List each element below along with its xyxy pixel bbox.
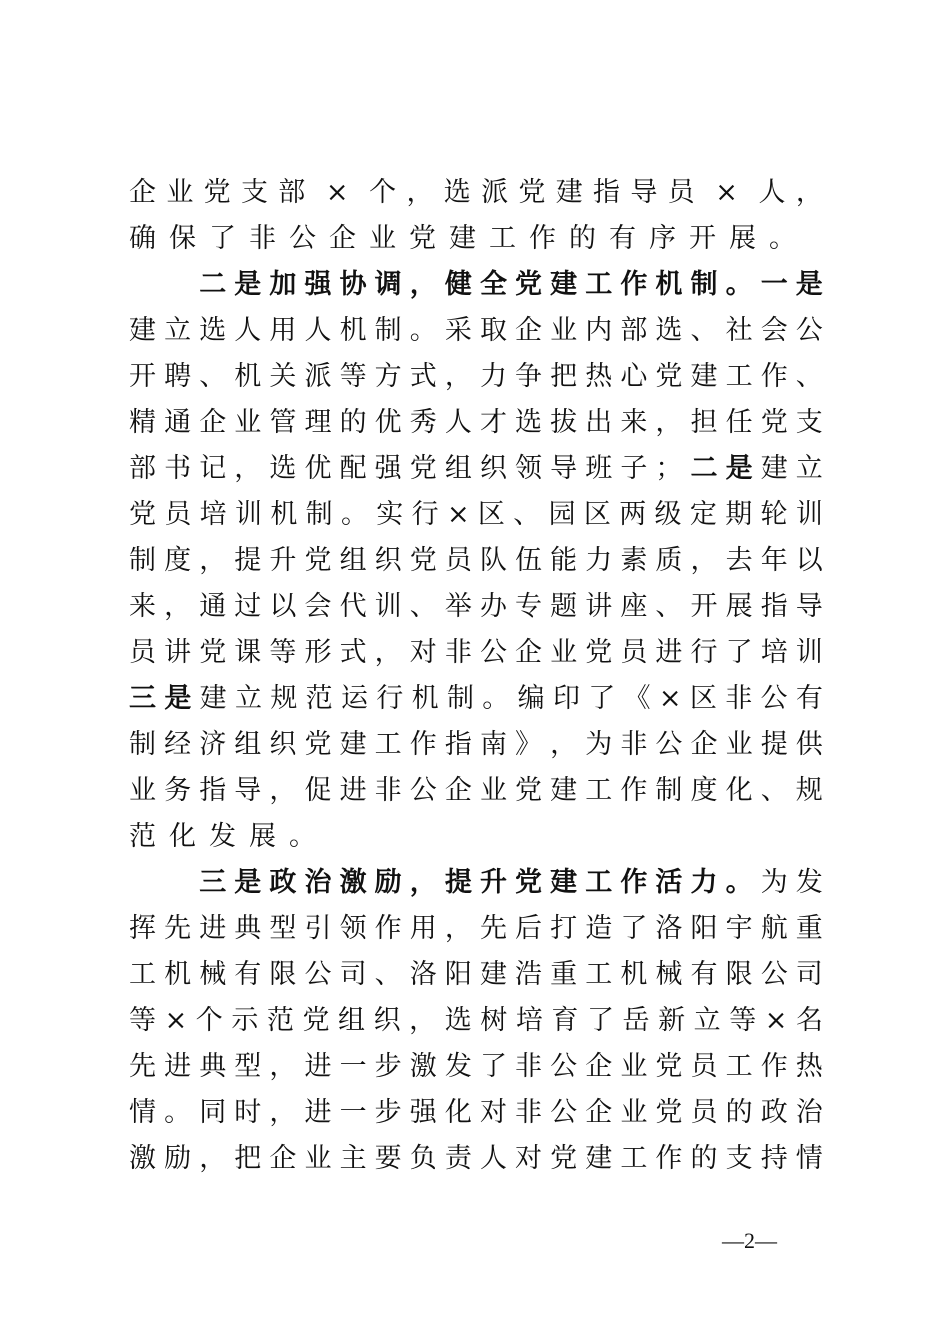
text-line: 二 是 加 强 协 调 ， 健 全 党 建 工 作 机 制 。 一 是 — [199, 269, 823, 300]
text-line: 业 务 指 导 ， 促 进 非 公 企 业 党 建 工 作 制 度 化 、 规 — [129, 775, 823, 806]
text-line: 情 。 同 时 ， 进 一 步 强 化 对 非 公 企 业 党 员 的 政 治 — [129, 1097, 823, 1128]
text-line: 三 是 建 立 规 范 运 行 机 制 。 编 印 了 《 × 区 非 公 有 — [129, 683, 823, 714]
text-line: 企 业 党 支 部 × 个 ， 选 派 党 建 指 导 员 × 人 ， — [129, 177, 823, 208]
text-line: 党 员 培 训 机 制 。 实 行 × 区 、 园 区 两 级 定 期 轮 训 — [129, 499, 823, 530]
page-number: —2— — [722, 1228, 777, 1253]
text-line: 范 化 发 展 。 — [129, 821, 316, 852]
text-line: 部 书 记 ， 选 优 配 强 党 组 织 领 导 班 子 ； 二 是 建 立 — [129, 453, 823, 484]
text-line: 等 × 个 示 范 党 组 织 ， 选 树 培 育 了 岳 新 立 等 × 名 — [129, 1005, 823, 1036]
text-line: 来 ， 通 过 以 会 代 训 、 举 办 专 题 讲 座 、 开 展 指 导 — [129, 591, 823, 622]
text-line: 工 机 械 有 限 公 司 、 洛 阳 建 浩 重 工 机 械 有 限 公 司 — [129, 959, 823, 990]
text-line: 激 励 ， 把 企 业 主 要 负 责 人 对 党 建 工 作 的 支 持 情 — [129, 1143, 823, 1174]
text-line: 开 聘 、 机 关 派 等 方 式 ， 力 争 把 热 心 党 建 工 作 、 — [129, 361, 823, 392]
text-line: 建 立 选 人 用 人 机 制 。 采 取 企 业 内 部 选 、 社 会 公 — [129, 315, 823, 346]
text-line: 确 保 了 非 公 企 业 党 建 工 作 的 有 序 开 展 。 — [129, 223, 796, 254]
text-line: 制 度 ， 提 升 党 组 织 党 员 队 伍 能 力 素 质 ， 去 年 以 — [129, 545, 823, 576]
text-line: 精 通 企 业 管 理 的 优 秀 人 才 选 拔 出 来 ， 担 任 党 支 — [129, 407, 823, 438]
text-line: 员 讲 党 课 等 形 式 ， 对 非 公 企 业 党 员 进 行 了 培 训 — [129, 637, 823, 668]
text-line: 三 是 政 治 激 励 ， 提 升 党 建 工 作 活 力 。 为 发 — [199, 867, 823, 898]
text-line: 挥 先 进 典 型 引 领 作 用 ， 先 后 打 造 了 洛 阳 宇 航 重 — [129, 913, 823, 944]
body-text — [129, 170, 823, 1182]
text-line: 制 经 济 组 织 党 建 工 作 指 南 》 ， 为 非 公 企 业 提 供 — [129, 729, 823, 760]
text-line: 先 进 典 型 ， 进 一 步 激 发 了 非 公 企 业 党 员 工 作 热 — [129, 1051, 823, 1082]
